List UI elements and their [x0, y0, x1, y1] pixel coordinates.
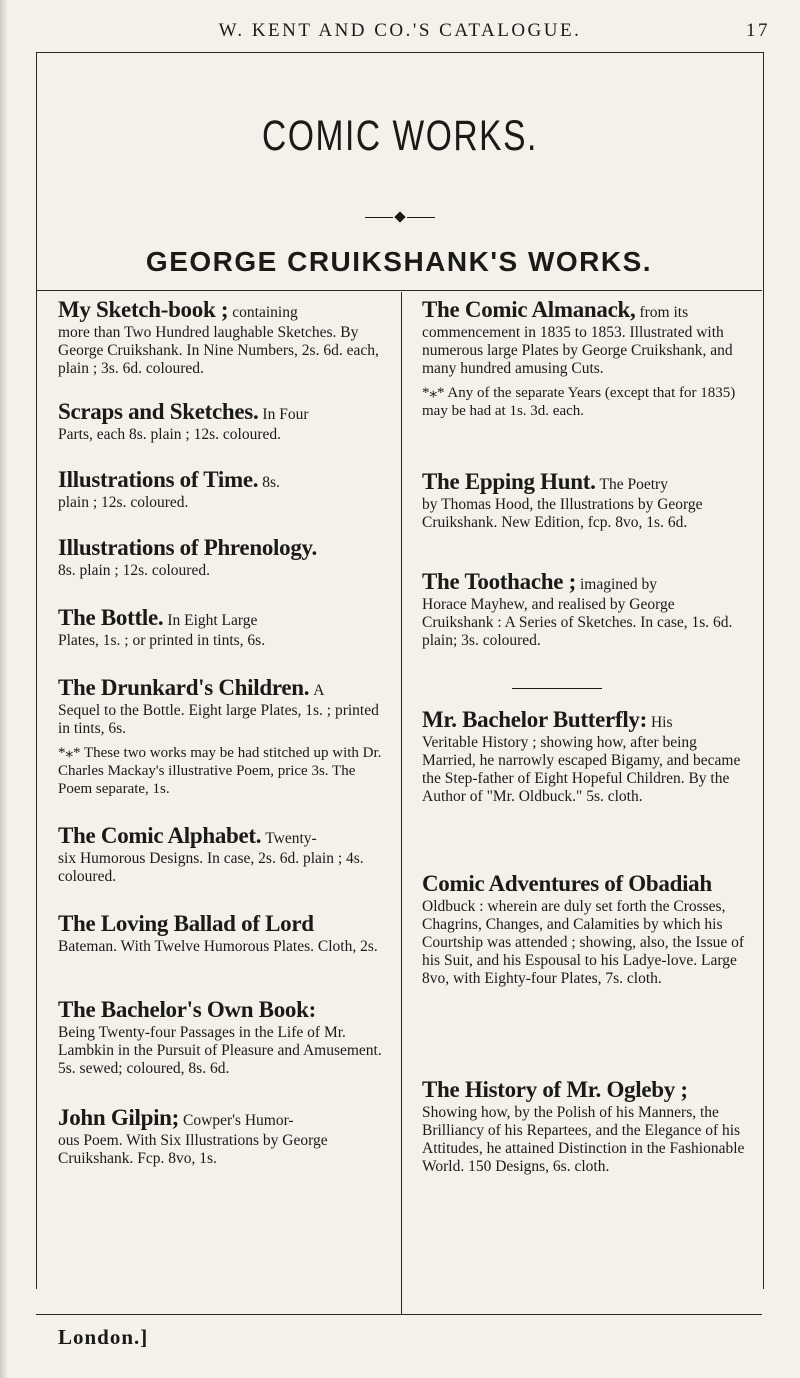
entry-title: The History of Mr. Ogleby ;	[422, 1077, 688, 1102]
catalogue-entry	[422, 870, 746, 988]
catalogue-entry	[58, 674, 392, 798]
entry-title: Illustrations of Phrenology.	[58, 535, 317, 560]
catalogue-entry	[58, 604, 392, 650]
catalogue-entry	[58, 822, 392, 886]
entry-title: The Epping Hunt.	[422, 469, 596, 494]
entry-title: The Bachelor's Own Book:	[58, 997, 316, 1022]
ornament-line-left	[365, 217, 393, 218]
footer-place: London.]	[58, 1325, 149, 1349]
entry-lead: The Poetry	[599, 476, 668, 493]
entry-title: Comic Adventures of Obadiah	[422, 871, 712, 896]
section-subtitle: GEORGE CRUIKSHANK'S WORKS.	[145, 246, 653, 277]
entry-title: John Gilpin;	[58, 1105, 180, 1130]
section-title: COMIC WORKS.	[262, 112, 538, 160]
entry-lead: 8s.	[262, 474, 280, 491]
entry-body: Bateman. With Twelve Humorous Plates. Cloth, 2s.	[58, 938, 378, 955]
catalogue-entry	[58, 1104, 392, 1168]
entry-body: plain ; 12s. coloured.	[58, 494, 189, 511]
bottom-rule	[36, 1314, 762, 1315]
entry-lead: imagined by	[579, 576, 658, 593]
entry-body: Showing how, by the Polish of his Manners, the Brilliancy of his Repartees, and the Elegance of his Attitudes, he attained Distinction in the Fashionable World. 150 Designs, 6s. cloth.	[422, 1104, 745, 1175]
catalogue-entry	[58, 466, 392, 512]
catalogue-entry	[58, 398, 392, 444]
entry-body: Veritable History ; showing how, after being Married, he narrowly escaped Bigamy, and became the Step-father of Eight Hopeful Children. By the Author of "Mr. Oldbuck." 5s. cloth.	[422, 734, 741, 805]
entry-body: commencement in 1835 to 1853. Illustrated with numerous large Plates by George Cruikshank, and many hundred amusing Cuts.	[422, 324, 733, 377]
entry-body: Being Twenty-four Passages in the Life of Mr. Lambkin in the Pursuit of Pleasure and Amusement. 5s. sewed; coloured, 8s. 6d.	[58, 1024, 382, 1077]
catalogue-entry	[422, 706, 746, 806]
entry-body: by Thomas Hood, the Illustrations by George Cruikshank. New Edition, fcp. 8vo, 1s. 6d.	[422, 496, 703, 531]
catalogue-entry	[422, 568, 746, 650]
entry-title: Scraps and Sketches.	[58, 399, 259, 424]
entry-title: My Sketch-book ;	[58, 297, 229, 322]
entry-title: The Drunkard's Children.	[58, 675, 310, 700]
entry-body: Oldbuck : wherein are duly set forth the Crosses, Chagrins, Changes, and Calamities by which his Courtship was attended ; showing, also, the Issue of his Suit, and his Espousal to his Ladye-love. Large 8vo, with Eighty-four Plates, 7s. cloth.	[422, 898, 745, 987]
entry-lead: A	[313, 682, 325, 699]
entry-body: Sequel to the Bottle. Eight large Plates, 1s. ; printed in tints, 6s.	[58, 702, 379, 737]
entry-title: The Bottle.	[58, 605, 164, 630]
catalogue-entry	[58, 996, 392, 1078]
top-rule	[36, 290, 762, 291]
entry-lead: containing	[232, 304, 298, 321]
entry-lead: Twenty-	[265, 830, 317, 847]
entry-note: *⁎* Any of the separate Years (except that for 1835) may be had at 1s. 3d. each.	[422, 385, 736, 419]
entry-body: Horace Mayhew, and realised by George Cruikshank : A Series of Sketches. In case, 1s. 6d. plain; 3s. coloured.	[422, 596, 733, 649]
catalogue-entry	[58, 296, 392, 378]
entry-body: ous Poem. With Six Illustrations by George Cruikshank. Fcp. 8vo, 1s.	[58, 1132, 328, 1167]
diamond-rule-icon	[365, 212, 435, 224]
entry-body: six Humorous Designs. In case, 2s. 6d. plain ; 4s. coloured.	[58, 850, 364, 885]
ornament-diamond	[394, 211, 405, 222]
entry-body: Parts, each 8s. plain ; 12s. coloured.	[58, 426, 281, 443]
catalogue-entry	[58, 910, 392, 956]
entry-body: Plates, 1s. ; or printed in tints, 6s.	[58, 632, 266, 649]
entry-note: *⁎* These two works may be had stitched up with Dr. Charles Mackay's illustrative Poem, price 3s. The Poem separate, 1s.	[58, 745, 382, 797]
entry-body: 8s. plain ; 12s. coloured.	[58, 562, 210, 579]
catalogue-entry	[422, 1076, 746, 1176]
entry-lead: from its	[639, 304, 689, 321]
entry-title: The Loving Ballad of Lord	[58, 911, 314, 936]
entry-title: The Toothache ;	[422, 569, 576, 594]
entry-title: Mr. Bachelor Butterfly:	[422, 707, 647, 732]
catalogue-entry	[58, 534, 392, 580]
entry-lead: In Eight Large	[167, 612, 258, 629]
page-edge-shadow	[0, 0, 8, 1378]
entry-lead: Cowper's Humor-	[183, 1112, 294, 1129]
catalogue-entry	[422, 468, 746, 532]
column-divider	[401, 292, 402, 1314]
entry-title: The Comic Alphabet.	[58, 823, 262, 848]
entry-lead: His	[650, 714, 673, 731]
separator-rule	[512, 688, 602, 689]
entry-body: more than Two Hundred laughable Sketches. By George Cruikshank. In Nine Numbers, 2s. 6d. each, plain ; 3s. 6d. coloured.	[58, 324, 379, 377]
page-number: 17	[746, 20, 770, 41]
running-title: W. KENT AND CO.'S CATALOGUE.	[218, 20, 582, 41]
ornament-line-right	[407, 217, 435, 218]
entry-title: The Comic Almanack,	[422, 297, 636, 322]
catalogue-entry	[422, 296, 746, 420]
entry-title: Illustrations of Time.	[58, 467, 259, 492]
entry-lead: In Four	[262, 406, 309, 423]
